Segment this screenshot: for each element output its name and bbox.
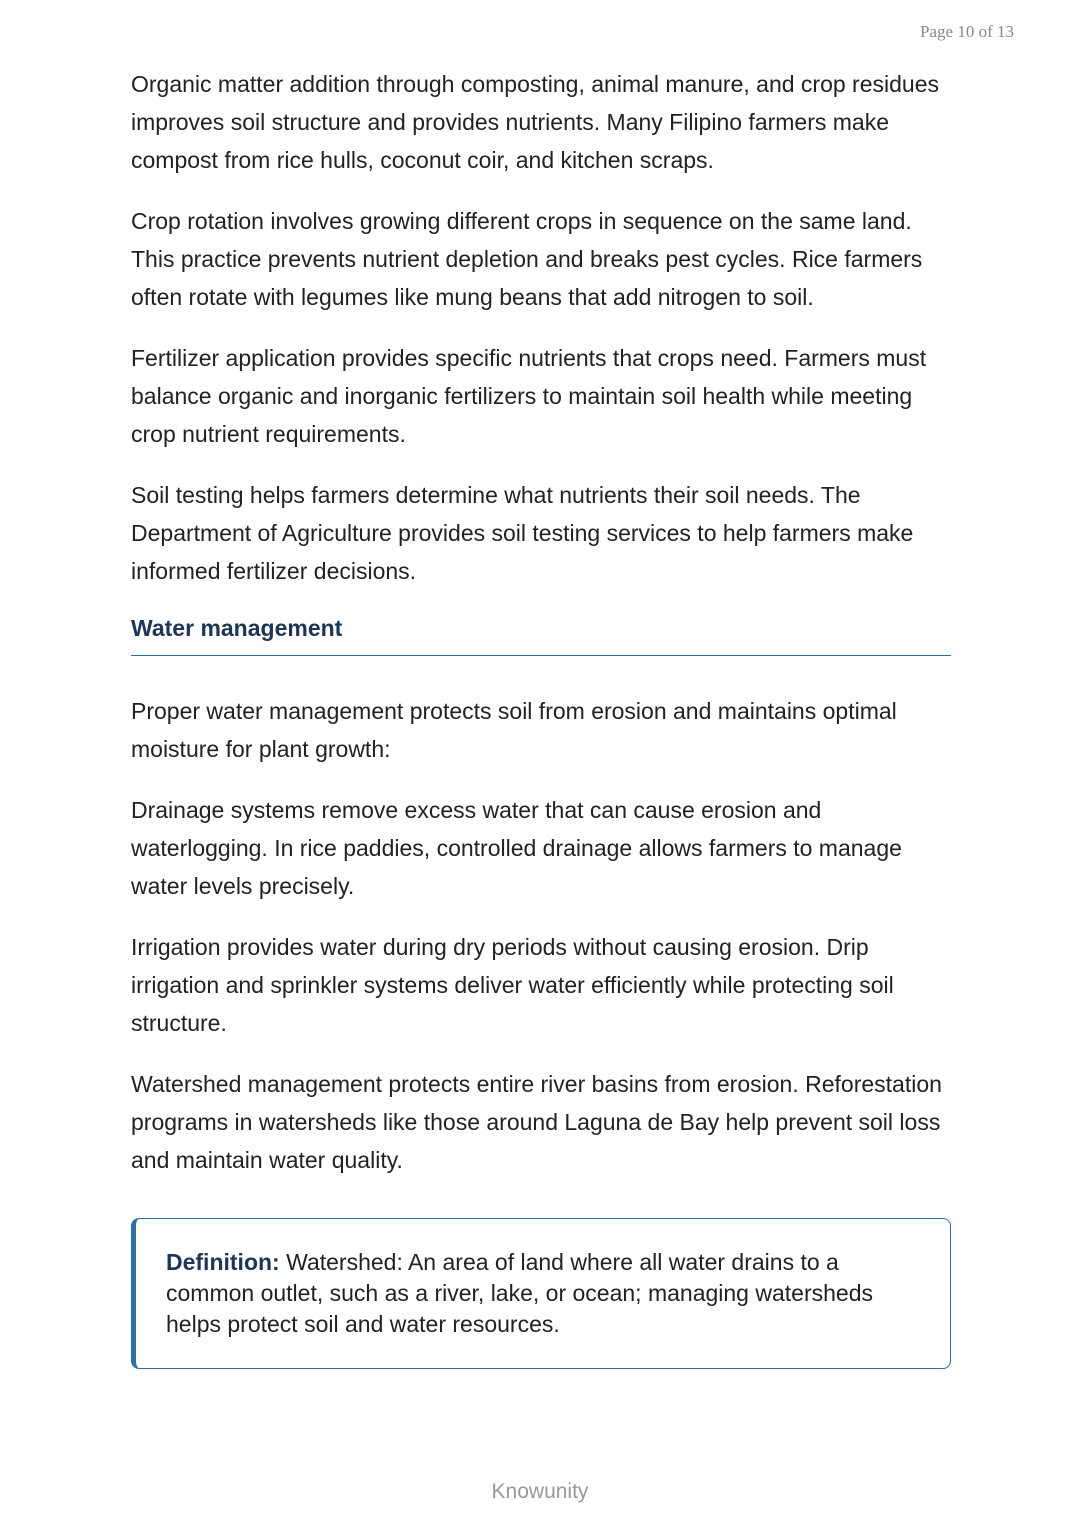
definition-callout bbox=[131, 1218, 951, 1369]
footer-brand: Knowunity bbox=[491, 1480, 589, 1503]
paragraph-irrigation: Irrigation provides water during dry periods without causing erosion. Drip irrigation and sprinkler systems deliver water efficiently while protecting soil structure. bbox=[131, 934, 894, 1036]
definition-text: Watershed: An area of land where all water drains to a common outlet, such as a river, lake, or ocean; managing watersheds helps protect soil and water resources. bbox=[166, 1249, 873, 1337]
paragraph-crop-rotation: Crop rotation involves growing different crops in sequence on the same land. This practice prevents nutrient depletion and breaks pest cycles. Rice farmers often rotate with legumes like mung beans that add nitrogen to soil. bbox=[131, 208, 923, 310]
definition-label: Definition: bbox=[166, 1249, 280, 1275]
section-heading-water-management: Water management bbox=[131, 615, 951, 656]
paragraph-water-intro: Proper water management protects soil from erosion and maintains optimal moisture for plant growth: bbox=[131, 698, 897, 762]
paragraph-fertilizer: Fertilizer application provides specific nutrients that crops need. Farmers must balance organic and inorganic fertilizers to maintain soil health while meeting crop nutrient requirements. bbox=[131, 345, 927, 447]
paragraph-organic-matter: Organic matter addition through composting, animal manure, and crop residues improves soil structure and provides nutrients. Many Filipino farmers make compost from rice hulls, coconut coir, and kitchen scraps. bbox=[131, 71, 939, 173]
paragraph-soil-testing: Soil testing helps farmers determine what nutrients their soil needs. The Department of Agriculture provides soil testing services to help farmers make informed fertilizer decisions. bbox=[131, 482, 914, 584]
document-body bbox=[131, 65, 951, 1369]
paragraph-drainage: Drainage systems remove excess water that can cause erosion and waterlogging. In rice paddies, controlled drainage allows farmers to manage water levels precisely. bbox=[131, 797, 902, 899]
paragraph-watershed: Watershed management protects entire river basins from erosion. Reforestation programs in watersheds like those around Laguna de Bay help prevent soil loss and maintain water quality. bbox=[131, 1071, 942, 1173]
page-number: Page 10 of 13 bbox=[920, 22, 1014, 41]
